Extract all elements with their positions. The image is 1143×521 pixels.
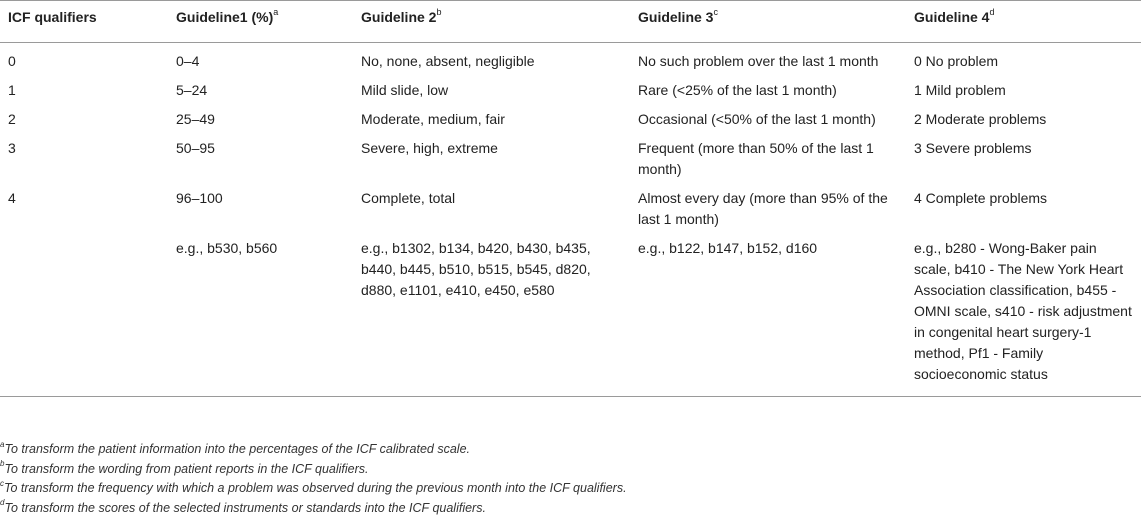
table-cell: 2 [8,111,16,127]
table-row-examples [0,230,1141,397]
header-guideline-2: Guideline 2$^b$ [353,1,630,43]
table-cell: 2 Moderate problems [914,111,1047,127]
table-cell: No, none, absent, negligible [361,53,535,69]
table-row [0,180,1141,230]
table-cell: e.g., b122, b147, b152, d160 [630,230,906,397]
table-cell: 3 Severe problems [914,140,1032,156]
footnote: $^b$To transform the wording from patient reports in the ICF qualifiers. [0,459,369,476]
table-cell: Frequent (more than 50% of the last 1 month) [638,140,874,177]
table-cell: 1 Mild problem [914,82,1006,98]
table-cell: e.g., b530, b560 [168,230,353,397]
header-icf-qualifiers: ICF qualifiers [0,1,168,43]
table-cell: 50–95 [176,140,215,156]
table-cell: 4 Complete problems [914,190,1048,206]
table-cell: No such problem over the last 1 month [638,53,879,69]
table-cell [0,230,168,397]
table-cell: 0–4 [176,53,200,69]
footnote: $^c$To transform the frequency with which a problem was observed during the previous month into the ICF qualifiers. [0,478,627,495]
table-cell: Moderate, medium, fair [361,111,505,127]
table-cell: Almost every day (more than 95% of the last 1 month) [638,190,888,227]
table-row [0,72,1141,101]
table-cell: 3 [8,140,16,156]
header-row [0,1,1141,43]
table-cell: 96–100 [176,190,223,206]
table-cell: Rare (<25% of the last 1 month) [638,82,837,98]
table-cell: e.g., b280 - Wong-Baker pain scale, b410 - The New York Heart Association classification, b455 - OMNI scale, s410 - risk adjustment in congenital heart surgery-1 method, Pf1 - Family socioeconomic status [906,230,1141,397]
table-cell: 0 No problem [914,53,999,69]
table-row [0,130,1141,180]
table-cell: 25–49 [176,111,215,127]
header-guideline-4: Guideline 4$^d$ [906,1,1141,43]
footnote: $^d$To transform the scores of the selected instruments or standards into the ICF qualifiers. [0,498,486,515]
footnote: $^a$To transform the patient information into the percentages of the ICF calibrated scale. [0,439,470,456]
table-footnotes [0,440,627,518]
table-cell: Mild slide, low [361,82,449,98]
table-cell: Severe, high, extreme [361,140,498,156]
table-cell: 0 [8,53,16,69]
header-guideline-1: Guideline1 (%)$^a$ [168,1,353,43]
table-cell: e.g., b1302, b134, b420, b430, b435, b440, b445, b510, b515, b545, d820, d880, e1101, e410, e450, e580 [353,230,630,397]
table-cell: Complete, total [361,190,456,206]
table-cell: 1 [8,82,16,98]
table-row [0,101,1141,130]
header-guideline-3: Guideline 3$^c$ [630,1,906,43]
table-row [0,43,1141,73]
table-cell: 4 [8,190,16,206]
table-cell: 5–24 [176,82,208,98]
table-cell: Occasional (<50% of the last 1 month) [638,111,876,127]
